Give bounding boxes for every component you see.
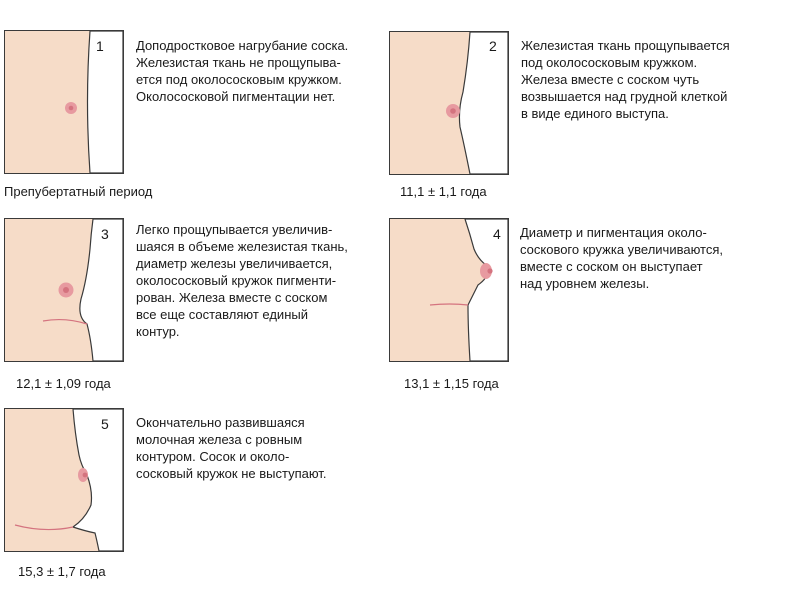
stage-1-number: 1 — [96, 38, 104, 54]
stage-3-number: 3 — [101, 226, 109, 242]
stage-4-body-outline — [465, 219, 508, 361]
stage-5-age: 15,3 ± 1,7 года — [18, 564, 106, 579]
stage-3-nipple — [63, 287, 69, 293]
stage-1-age: Препубертатный период — [4, 184, 153, 199]
stage-1-figure — [5, 31, 123, 173]
stage-5-nipple — [83, 473, 88, 478]
stage-4-number: 4 — [493, 226, 501, 242]
stage-5-number: 5 — [101, 416, 109, 432]
stage-5-description: Окончательно развившаяся молочная железа с ровным контуром. Сосок и около- сосковый кружок не выступают. — [136, 415, 327, 481]
stage-4-figure — [390, 219, 508, 361]
stage-3-description: Легко прощупывается увеличив- шаяся в объеме железистая ткань, диаметр железы увеличивается, околососковый кружок пигменти- рован. Железа вместе с соском все еще составляют единый контур. — [136, 222, 348, 339]
stage-1-description: Доподростковое нагрубание соска. Железистая ткань не прощупыва- ется под околососковым кружком. Околососковой пигментации нет. — [136, 38, 349, 104]
stage-2-age: 11,1 ± 1,1 года — [400, 184, 487, 199]
stage-4-breast-fold — [430, 304, 468, 305]
stage-4-nipple — [487, 268, 492, 273]
stage-2-nipple — [450, 108, 456, 114]
stage-5-breast-fold — [15, 525, 73, 530]
stage-4-description: Диаметр и пигментация около- соскового кружка увеличиваются, вместе с соском он выступает над уровнем железы. — [520, 225, 724, 291]
stage-3-breast-fold — [43, 320, 87, 324]
stage-4-age: 13,1 ± 1,15 года — [404, 376, 499, 391]
stage-2-description: Железистая ткань прощупывается под околососковым кружком. Железа вместе с соском чуть возвышается над грудной клеткой в виде единого выступа. — [521, 38, 730, 121]
stage-4-illustration — [389, 218, 509, 362]
stage-1-illustration — [4, 30, 124, 174]
stage-3-age: 12,1 ± 1,09 года — [16, 376, 111, 391]
stage-2-number: 2 — [489, 38, 497, 54]
stage-1-nipple — [69, 106, 74, 111]
stage-2-body-outline — [459, 32, 508, 174]
stage-1-body-outline — [88, 31, 124, 173]
